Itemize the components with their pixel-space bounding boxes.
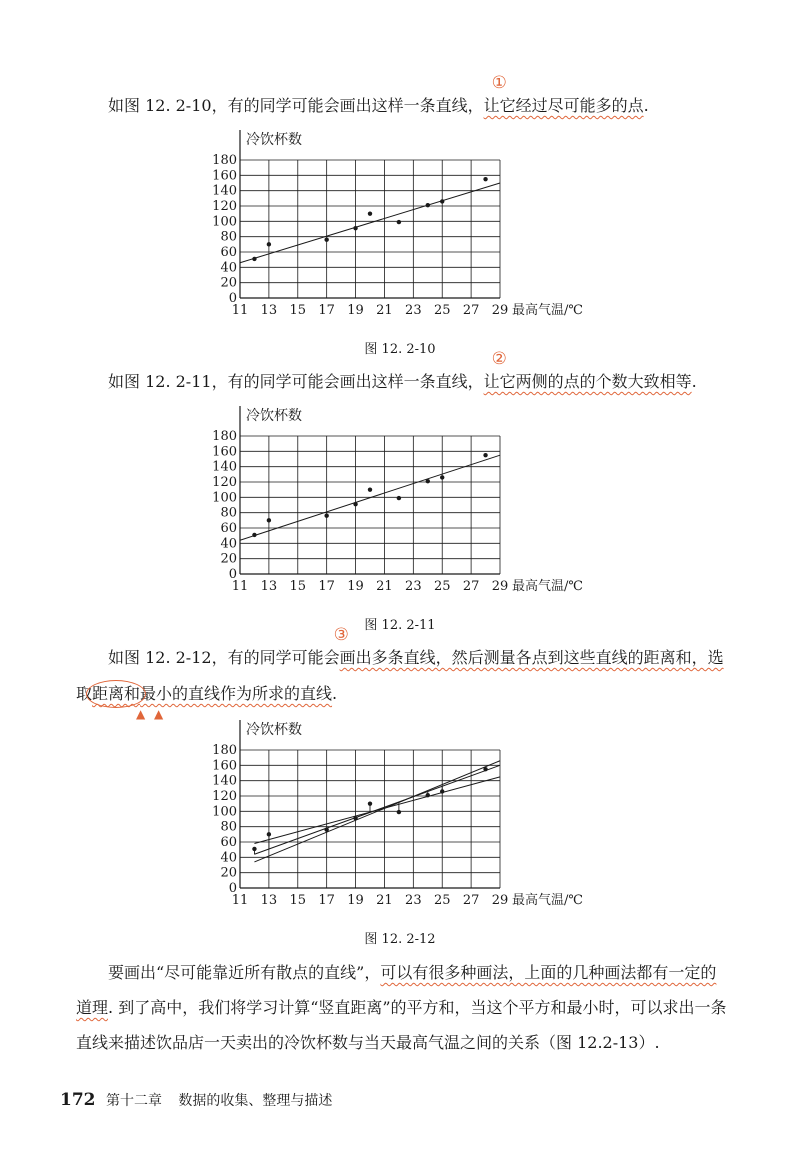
circled-phrase-text: 距离和 xyxy=(92,684,141,703)
paragraph-2-suffix: . xyxy=(691,372,697,391)
data-point xyxy=(397,496,401,500)
y-tick-label: 100 xyxy=(212,214,237,230)
data-point xyxy=(324,828,328,832)
data-point xyxy=(483,177,487,181)
chapter-title: 数据的收集、整理与描述 xyxy=(178,1093,333,1109)
y-tick-label: 60 xyxy=(220,521,237,536)
paragraph-3-line-2-suffix: . xyxy=(332,684,338,703)
data-point xyxy=(440,789,444,793)
figure-1-caption: 图 12. 2-10 xyxy=(364,342,436,357)
caret-annotation-right: ▲ xyxy=(154,707,164,721)
x-tick-label: 25 xyxy=(433,303,451,318)
data-point xyxy=(324,514,328,518)
data-point xyxy=(368,211,372,215)
figure-12-2-11 xyxy=(195,404,625,604)
y-tick-label: 40 xyxy=(220,536,237,552)
y-tick-label: 80 xyxy=(220,819,237,835)
data-point xyxy=(252,533,256,537)
y-tick-label: 180 xyxy=(212,153,237,168)
x-tick-label: 15 xyxy=(289,579,307,594)
y-tick-label: 0 xyxy=(228,291,237,306)
data-point xyxy=(267,242,271,246)
x-tick-label: 15 xyxy=(289,303,307,318)
data-point xyxy=(368,487,372,491)
data-point xyxy=(440,199,444,203)
data-point xyxy=(483,453,487,457)
chart-1-svg xyxy=(195,128,625,328)
y-axis-label: 冷饮杯数 xyxy=(246,132,302,148)
data-point xyxy=(353,816,357,820)
paragraph-4-line-1-highlight: 可以有很多种画法，上面的几种画法都有一定的 xyxy=(380,963,717,982)
x-tick-label: 17 xyxy=(318,893,335,908)
x-tick-label: 25 xyxy=(433,893,451,908)
x-tick-label: 19 xyxy=(347,893,364,908)
y-tick-label: 40 xyxy=(220,850,237,866)
x-tick-label: 23 xyxy=(405,893,422,908)
y-tick-label: 40 xyxy=(220,260,237,276)
paragraph-1 xyxy=(108,73,649,116)
paragraph-1-suffix: . xyxy=(643,96,649,115)
x-tick-label: 21 xyxy=(376,579,393,594)
data-point xyxy=(397,810,401,814)
paragraph-4-line-3-text: 直线来描述饮品店一天卖出的冷饮杯数与当天最高气温之间的关系（图 12.2-13）. xyxy=(76,1033,660,1052)
data-point xyxy=(324,238,328,242)
y-tick-label: 80 xyxy=(220,229,237,245)
trend-line xyxy=(240,183,500,263)
paragraph-3-line-2-prefix: 取 xyxy=(76,684,93,703)
y-tick-label: 0 xyxy=(228,567,237,582)
y-tick-label: 0 xyxy=(228,881,237,896)
x-tick-label: 11 xyxy=(231,579,249,594)
x-tick-label: 17 xyxy=(318,579,335,594)
x-tick-label: 27 xyxy=(462,893,480,908)
paragraph-1-highlight-text: 让它经过尽可能多的点 xyxy=(483,96,644,115)
data-point xyxy=(426,479,430,483)
x-axis-label: 最高气温/℃ xyxy=(512,303,583,318)
data-point xyxy=(483,767,487,771)
paragraph-4-line-1 xyxy=(108,963,716,983)
y-tick-label: 140 xyxy=(212,183,237,199)
paragraph-2-prefix: 如图 12. 2-11，有的同学可能会画出这样一条直线， xyxy=(108,372,484,391)
x-tick-label: 19 xyxy=(347,303,364,318)
circled-phrase xyxy=(92,684,164,721)
paragraph-3-line-2 xyxy=(76,684,338,721)
y-tick-label: 160 xyxy=(212,444,237,460)
figure-2-caption: 图 12. 2-11 xyxy=(364,618,436,633)
x-tick-label: 13 xyxy=(260,303,278,318)
y-tick-label: 120 xyxy=(212,199,237,214)
data-point xyxy=(426,793,430,797)
y-tick-label: 160 xyxy=(212,758,237,774)
y-tick-label: 20 xyxy=(220,275,237,291)
page-number: 172 xyxy=(60,1090,96,1110)
x-tick-label: 13 xyxy=(260,579,278,594)
paragraph-2-highlight xyxy=(483,349,692,391)
y-axis-label: 冷饮杯数 xyxy=(246,408,302,424)
data-point xyxy=(397,220,401,224)
x-tick-label: 27 xyxy=(462,303,480,318)
y-axis-label: 冷饮杯数 xyxy=(246,722,302,738)
annotation-marker-3: ③ xyxy=(333,625,349,645)
paragraph-4-line-3 xyxy=(76,1033,660,1053)
x-axis-label: 最高气温/℃ xyxy=(512,579,583,594)
paragraph-3-line-2-highlight: 最小的直线作为所求的直线 xyxy=(140,684,333,703)
trend-line xyxy=(254,777,500,844)
paragraph-3-line-1-prefix: 如图 12. 2-12，有的同学可能会 xyxy=(108,648,340,667)
data-point xyxy=(353,226,357,230)
y-tick-label: 20 xyxy=(220,865,237,881)
y-tick-label: 100 xyxy=(212,804,237,820)
chart-2-svg xyxy=(195,404,625,604)
figure-3-caption: 图 12. 2-12 xyxy=(364,932,436,947)
chart-3-svg xyxy=(195,718,625,918)
data-point xyxy=(440,475,444,479)
y-tick-label: 60 xyxy=(220,835,237,850)
chapter-label: 第十二章 xyxy=(105,1093,162,1109)
x-tick-label: 19 xyxy=(347,579,364,594)
x-tick-label: 29 xyxy=(491,303,509,318)
annotation-marker-1: ① xyxy=(491,73,507,93)
paragraph-4-line-2 xyxy=(76,998,727,1018)
x-tick-label: 25 xyxy=(433,579,451,594)
data-point xyxy=(252,257,256,261)
y-tick-label: 160 xyxy=(212,168,237,184)
y-tick-label: 60 xyxy=(220,245,237,260)
data-point xyxy=(267,832,271,836)
x-tick-label: 23 xyxy=(405,579,422,594)
y-tick-label: 180 xyxy=(212,743,237,758)
y-tick-label: 80 xyxy=(220,505,237,521)
data-point xyxy=(426,203,430,207)
caret-annotation-left: ▲ xyxy=(136,707,146,721)
x-tick-label: 17 xyxy=(318,303,335,318)
y-tick-label: 20 xyxy=(220,551,237,567)
paragraph-1-prefix: 如图 12. 2-10，有的同学可能会画出这样一条直线， xyxy=(108,96,484,115)
y-tick-label: 140 xyxy=(212,773,237,789)
paragraph-4-line-1-prefix: 要画出“尽可能靠近所有散点的直线”， xyxy=(108,963,381,982)
x-tick-label: 21 xyxy=(376,303,393,318)
paragraph-2-highlight-text: 让它两侧的点的个数大致相等 xyxy=(483,372,692,391)
y-tick-label: 140 xyxy=(212,459,237,475)
data-point xyxy=(368,801,372,805)
y-tick-label: 120 xyxy=(212,789,237,804)
data-point xyxy=(353,502,357,506)
x-tick-label: 11 xyxy=(231,303,249,318)
y-tick-label: 100 xyxy=(212,490,237,506)
y-tick-label: 120 xyxy=(212,475,237,490)
x-tick-label: 21 xyxy=(376,893,393,908)
x-tick-label: 11 xyxy=(231,893,249,908)
data-point xyxy=(267,518,271,522)
x-tick-label: 29 xyxy=(491,579,509,594)
paragraph-4-line-2-rest: . 到了高中，我们将学习计算“竖直距离”的平方和，当这个平方和最小时，可以求出一条 xyxy=(108,998,727,1017)
annotation-marker-2: ② xyxy=(491,349,507,369)
figure-12-2-10 xyxy=(195,128,625,328)
x-tick-label: 13 xyxy=(260,893,278,908)
paragraph-4-line-2-highlight: 道理 xyxy=(76,998,109,1017)
y-tick-label: 180 xyxy=(212,429,237,444)
x-tick-label: 15 xyxy=(289,893,307,908)
paragraph-1-highlight xyxy=(483,73,644,115)
x-tick-label: 27 xyxy=(462,579,480,594)
page-footer xyxy=(60,1090,332,1110)
x-axis-label: 最高气温/℃ xyxy=(512,893,583,908)
paragraph-3-line-1-highlight-text: 画出多条直线，然后测量各点到这些直线的距离和，选 xyxy=(339,648,724,667)
x-tick-label: 29 xyxy=(491,893,509,908)
figure-12-2-12 xyxy=(195,718,625,918)
x-tick-label: 23 xyxy=(405,303,422,318)
data-point xyxy=(252,847,256,851)
